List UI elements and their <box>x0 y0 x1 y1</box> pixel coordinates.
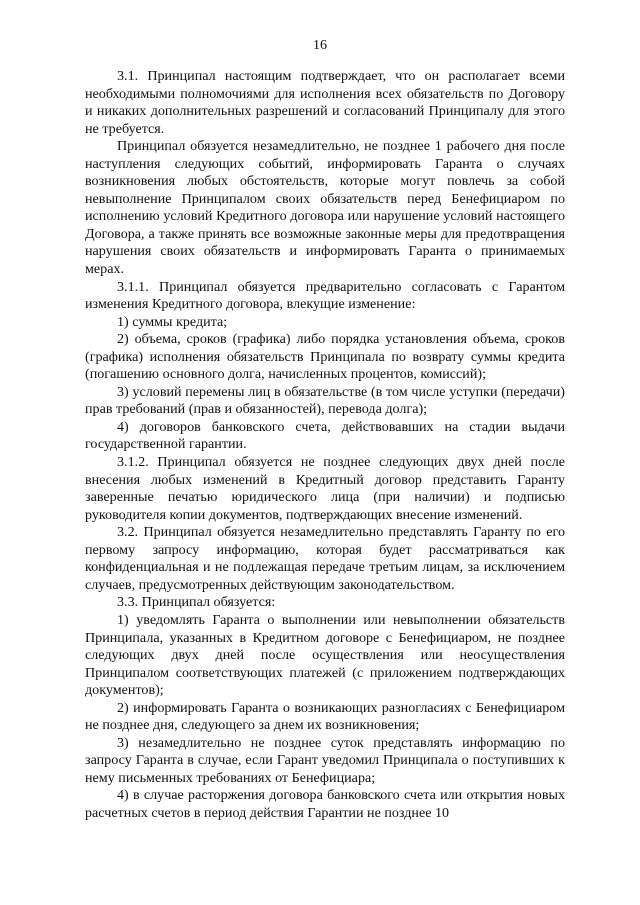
paragraph-notify-guarantor: Принципал обязуется незамедлительно, не позднее 1 рабочего дня после наступления следующих событий, информировать Гаранта о случаях возникновения любых обстоятельств, которые могут повлечь за собой невыполнение Принципалом своих обязательств перед Бенефициаром по исполнению условий Кредитного договора или нарушение условий настоящего Договора, а также принять все возможные законные меры для предотвращения нарушения своих обязательств и информировать Гаранта о принимаемых мерах. <box>85 138 565 278</box>
paragraph-3-3: 3.3. Принципал обязуется: <box>117 594 276 611</box>
list-item-3-1-1-4: 4) договоров банковского счета, действовавших на стадии выдачи государственной гарантии. <box>85 418 565 453</box>
list-item-3-3-3: 3) незамедлительно не позднее суток представлять информацию по запросу Гаранта в случае, если Гарант уведомил Принципала о поступивших к нему письменных требованиях от Бенефициара; <box>85 734 565 786</box>
list-item-3-3-4: 4) в случае расторжения договора банковского счета или открытия новых расчетных счетов в период действия Гарантии не позднее 10 <box>85 787 565 821</box>
list-item-3-1-1-1: 1) суммы кредита; <box>117 313 228 330</box>
paragraph-3-1-2: 3.1.2. Принципал обязуется не позднее следующих двух дней после внесения любых изменений в Кредитный договор представить Гаранту заверенные печатью юридического лица (при наличии) и подписью руководителя копии документов, подтверждающих внесение изменений. <box>85 454 565 523</box>
paragraph-3-1: 3.1. Принципал настоящим подтверждает, что он располагает всеми необходимыми полномочиями для исполнения всех обязательств по Договору и никаких дополнительных разрешений и согласований Принципалу для этого не требуется. <box>85 68 565 137</box>
paragraph-3-1-1: 3.1.1. Принципал обязуется предварительно согласовать с Гарантом изменения Кредитного договора, влекущие изменение: <box>85 278 565 313</box>
list-item-3-3-2: 2) информировать Гаранта о возникающих разногласиях с Бенефициаром не позднее дня, следующего за днем их возникновения; <box>85 699 565 734</box>
list-item-3-3-1: 1) уведомлять Гаранта о выполнении или невыполнении обязательств Принципала, указанных в Кредитном договоре с Бенефициаром, не позднее следующих двух дней после осуществления или неосуществления Принципалом соответствующих платежей (с приложением подтверждающих документов); <box>85 611 565 699</box>
list-item-3-1-1-3: 3) условий перемены лиц в обязательстве (в том числе уступки (передачи) прав требований (прав и обязанностей), перевода долга); <box>85 383 565 418</box>
paragraph-3-2: 3.2. Принципал обязуется незамедлительно представлять Гаранту по его первому запросу информацию, которая будет рассматриваться как конфиденциальная и не подлежащая передаче третьим лицам, за исключением случаев, предусмотренных действующим законодательством. <box>85 524 565 593</box>
list-item-3-1-1-2: 2) объема, сроков (графика) либо порядка установления объема, сроков (графика) исполнения обязательств Принципала по возврату суммы кредита (погашению основного долга, начисленных процентов, комиссий); <box>85 331 565 383</box>
page-number: 16 <box>313 38 327 53</box>
document-body <box>85 68 565 823</box>
